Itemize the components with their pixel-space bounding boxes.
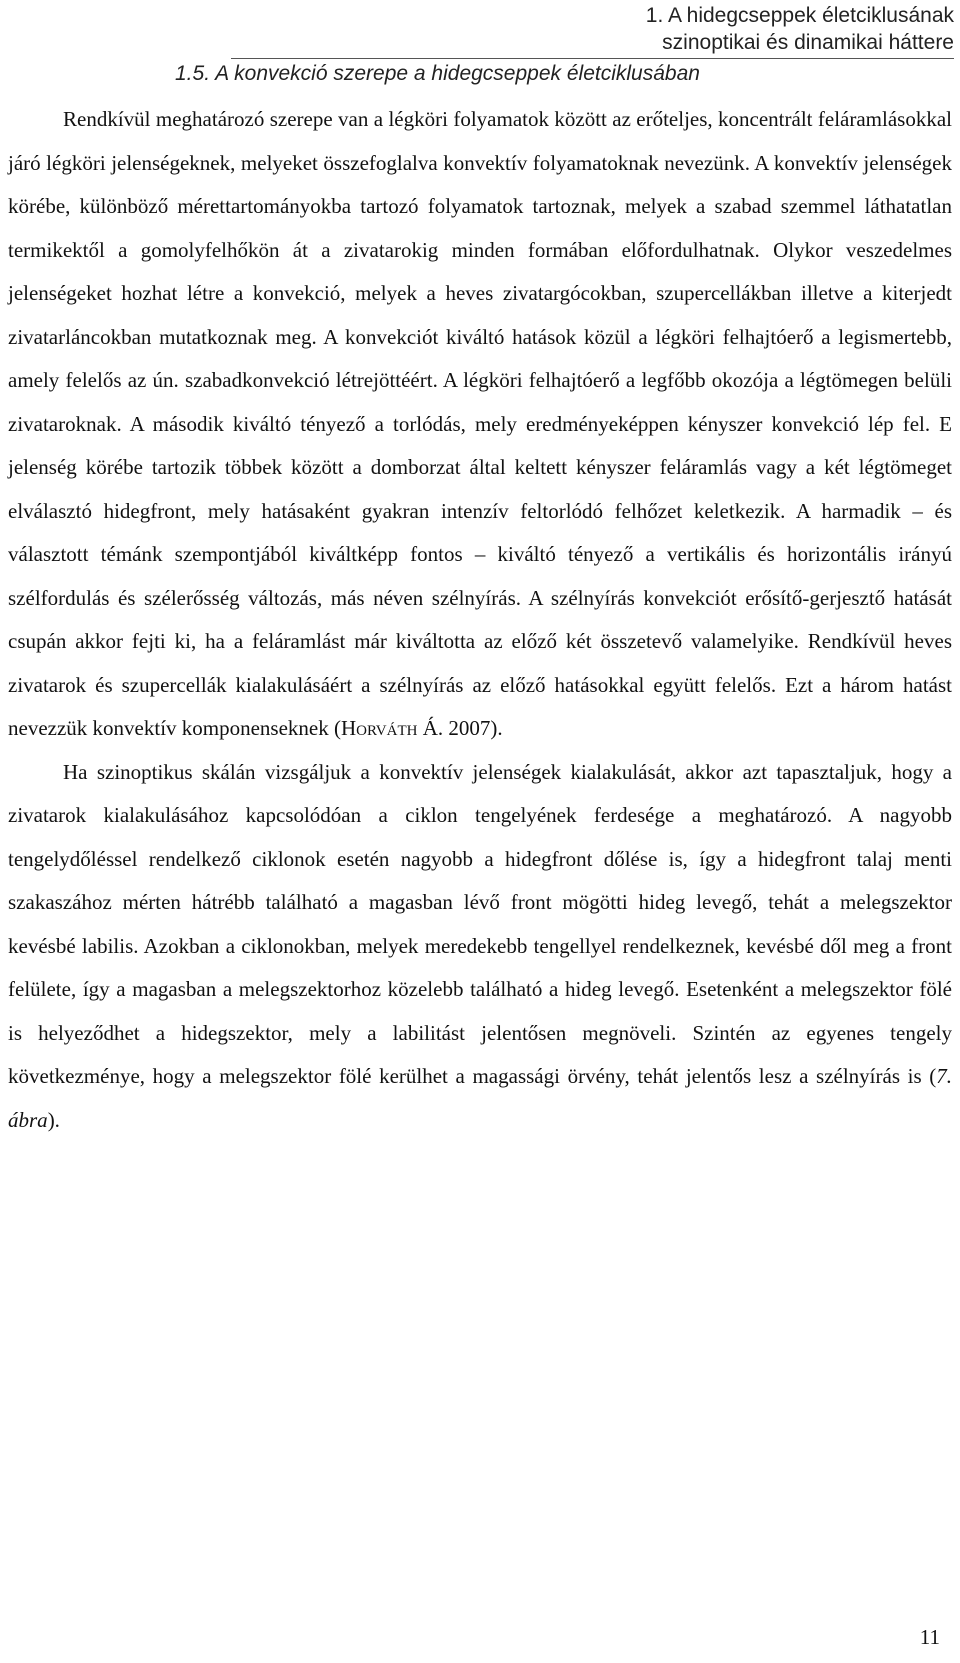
paragraph-2 [8,751,952,1143]
section-heading: 1.5. A konvekció szerepe a hidegcseppek életciklusában [175,62,700,85]
header-chapter-line-2: szinoptikai és dinamikai háttere [662,31,954,54]
header-rule [231,58,954,59]
citation-author: Horváth [341,716,418,740]
paragraph-2-text: Ha szinoptikus skálán vizsgáljuk a konvektív jelenségek kialakulását, akkor azt tapasztaljuk, hogy a zivatarok kialakulásához kapcsolódóan a ciklon tengelyének ferdesége a meghatározó. A nagyobb tengelydőléssel rendelkező ciklonok esetén nagyobb a hidegfront dőlése is, így a hidegfront talaj menti szakaszához mérten hátrébb található a magasban lévő front mögötti hideg levegő, tehát a melegszektor kevésbé labilis. Azokban a ciklonokban, melyek meredekebb tengellyel rendelkeznek, kevésbé dől meg a front felülete, így a magasban a melegszektorhoz közelebb található a hideg levegő. Esetenként a melegszektor fölé is helyeződhet a hidegszektor, mely a labilitást jelentősen megnöveli. Szintén az egyenes tengely következménye, hogy a melegszektor fölé kerülhet a magassági örvény, tehát jelentős lesz a szélnyírás is ( [8,759,952,1088]
paragraph-1-text: Rendkívül meghatározó szerepe van a légköri folyamatok között az erőteljes, koncentrált feláramlásokkal járó légköri jelenségeknek, melyeket összefoglalva konvektív folyamatoknak nevezünk. A konvektív jelenségek körébe, különböző mérettartományokba tartozó folyamatok tartoznak, melyek a szabad szemmel láthatatlan termikektől a gomolyfelhőkön át a zivatarokig minden formában előfordulhatnak. Olykor veszedelmes jelenségeket hozhat létre a konvekció, melyek a heves zivatargócokban, szupercellákban illetve a kiterjedt zivatarláncokban mutatkoznak meg. A konvekciót kiváltó hatások közül a légköri felhajtóerő a legismertebb, amely felelős az ún. szabadkonvekció létrejöttéért. A légköri felhajtóerő a legfőbb okozója a légtömegen belüli zivataroknak. A második kiváltó tényező a torlódás, mely eredményeképpen kényszer konvekció lép fel. E jelenség körébe tartozik többek között a domborzat által keltett kényszer feláramlás vagy a két légtömeget elválasztó hidegfront, mely hatásaként gyakran intenzív feltorlódó felhőzet keletkezik. A harmadik – és választott témánk szempontjából kiváltképp fontos – kiváltó tényező a vertikális és horizontális irányú szélfordulás és szélerősség változás, más néven szélnyírás. A szélnyírás konvekciót erősítő-gerjesztő hatását csupán akkor fejti ki, ha a feláramlást már kiváltotta az előző két összetevő valamelyike. Rendkívül heves zivatarok és szupercellák kialakulásáért a szélnyírás az előző hatásokkal együtt felelős. Ezt a három hatást nevezzük konvektív komponenseknek ( [8,107,952,740]
paragraph-2-end: ). [47,1107,60,1132]
running-header [646,2,954,56]
page-number: 11 [919,1625,940,1649]
paragraph-1 [8,98,952,751]
body-text [8,98,952,1142]
header-chapter-line-1: 1. A hidegcseppek életciklusának [645,4,954,27]
paragraph-1-citation-end: Á. 2007). [417,716,503,740]
figure-reference: 7. ábra [8,1064,952,1132]
